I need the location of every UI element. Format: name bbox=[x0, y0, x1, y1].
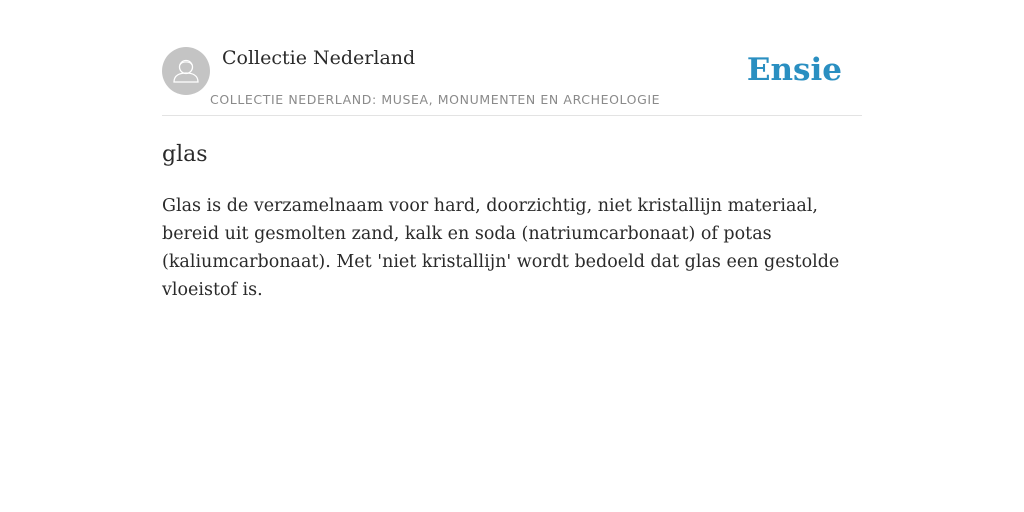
author-header bbox=[162, 0, 862, 116]
author-avatar[interactable] bbox=[162, 47, 210, 95]
author-subtitle[interactable]: COLLECTIE NEDERLAND: MUSEA, MONUMENTEN EN ARCHEOLOGIE bbox=[210, 92, 661, 107]
brand-logo-link[interactable]: Ensie bbox=[746, 52, 842, 88]
author-name[interactable]: Collectie Nederland bbox=[222, 47, 416, 69]
user-placeholder-icon bbox=[162, 47, 210, 95]
page-content bbox=[162, 0, 862, 300]
entry-title: glas bbox=[162, 142, 208, 167]
entry-body: Glas is de verzamelnaam voor hard, doorzichtig, niet kristallijn materiaal, bereid uit gesmolten zand, kalk en soda (natriumcarbonaat) of potas (kaliumcarbonaat). Met 'niet kristallijn' wordt bedoeld dat glas een gestolde vloeistof is. bbox=[162, 196, 840, 300]
